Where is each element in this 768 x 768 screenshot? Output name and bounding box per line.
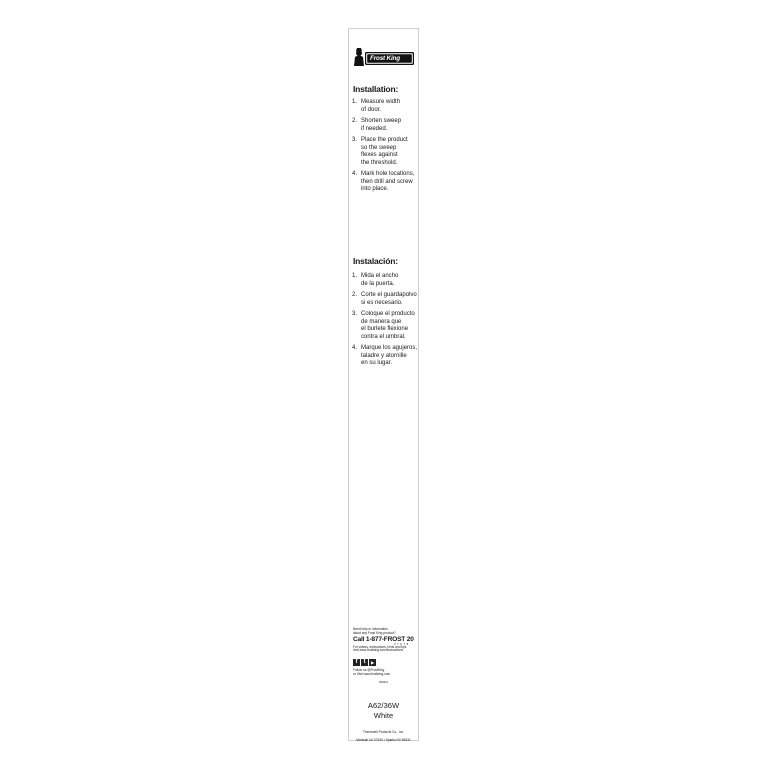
youtube-icon[interactable]: ▶	[370, 660, 375, 665]
product-info	[349, 701, 418, 720]
installation-step	[352, 137, 418, 167]
follow-text: Follow us @FrostKing or Visit www.frostking.com	[353, 668, 391, 676]
instalacion-step	[352, 311, 418, 341]
help-phone: Call 1-877-FROST 20	[353, 635, 414, 643]
social-icons	[353, 659, 376, 666]
frost-king-logo	[353, 47, 415, 67]
instalacion-heading: Instalación:	[353, 256, 398, 266]
help-videos: For videos, instructions, hints and tips visit www.frostking.com/instructions	[353, 644, 407, 653]
step-text: Mark hole locations, then drill and screw into place.	[361, 171, 415, 193]
step-number: 2.	[352, 291, 358, 298]
help-phone-digits: 37678	[394, 641, 410, 646]
help-block	[353, 628, 417, 653]
installation-step	[352, 118, 418, 133]
instalacion-step	[352, 292, 418, 307]
installation-step	[352, 99, 418, 114]
step-number: 4.	[352, 171, 358, 178]
step-number: 4.	[352, 345, 358, 352]
step-text: Marque los agujeros, taladre y atornille en su lugar.	[361, 345, 418, 367]
step-text: Mida el ancho de la puerta.	[361, 273, 399, 287]
product-model: A62/36W	[367, 701, 400, 710]
step-number: 1.	[352, 99, 358, 105]
step-text: Shorten sweep if needed.	[361, 117, 402, 132]
step-number: 3.	[352, 310, 358, 317]
step-text: Corte el guardapolvo si es necesario.	[361, 291, 417, 306]
manufacturer-address: Mahwah NJ 07430 • Sparks NV 89431	[356, 738, 411, 742]
installation-steps	[352, 99, 418, 198]
step-number: 3.	[352, 136, 358, 143]
step-number: 1.	[352, 273, 358, 279]
instalacion-step	[352, 345, 418, 368]
installation-heading: Installation:	[353, 84, 399, 94]
step-text: Place the product so the sweep flexes against the threshold.	[361, 136, 408, 166]
installation-step	[352, 171, 418, 194]
twitter-icon[interactable]: t	[361, 659, 368, 666]
instruction-strip	[348, 28, 419, 741]
step-text: Coloque el producto de manera que el burlete flexione contra el umbral.	[361, 310, 415, 340]
product-color: White	[373, 710, 394, 720]
manufacturer-name: Thermwell Products Co., Inc.	[363, 730, 404, 734]
instalacion-steps	[352, 273, 418, 372]
product-code: R06021	[378, 681, 389, 684]
step-number: 2.	[352, 117, 358, 124]
instalacion-step	[352, 273, 418, 288]
logo-text: Frost King	[370, 54, 400, 62]
facebook-icon[interactable]: f	[353, 659, 360, 666]
step-text: Measure width of door.	[361, 99, 401, 113]
manufacturer-info	[349, 726, 418, 746]
help-question: Need help or information about any Frost King product?	[353, 627, 396, 635]
